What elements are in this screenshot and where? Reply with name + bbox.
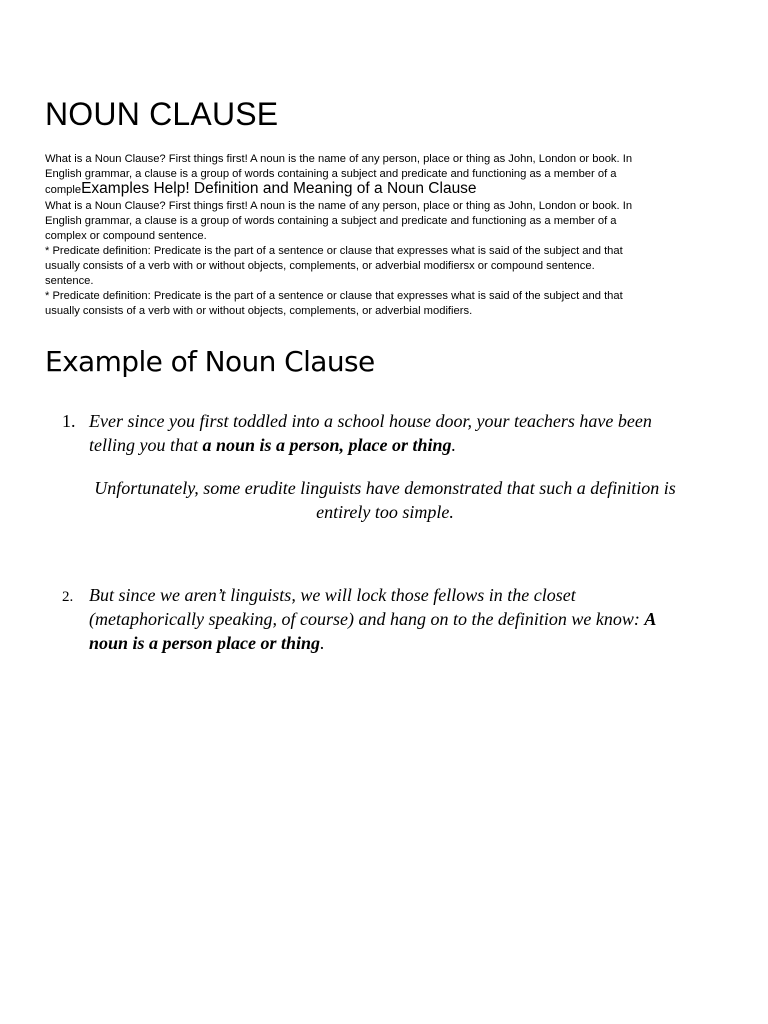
bold-phrase: A: [644, 609, 657, 629]
intro-text: [45, 152, 730, 319]
bold-phrase: a noun is a person, place or thing: [202, 435, 452, 455]
list-item-line: [89, 433, 732, 457]
list-item-text: .: [320, 633, 325, 653]
list-item-number: 1.: [62, 411, 76, 431]
intro-line: What is a Noun Clause? First things first! A noun is the name of any person, place or thing as John, London or book. In: [45, 153, 633, 165]
list-item: [62, 583, 732, 655]
intro-mixed-line: [45, 180, 730, 199]
list-item-body: [89, 583, 732, 655]
section-heading: Example of Noun Clause: [45, 345, 375, 378]
list-item-line: But since we aren’t linguists, we will lock those fellows in the closet: [89, 585, 576, 605]
intro-line: usually consists of a verb with or without objects, complements, or adverbial modifiersx or compound sentence.: [45, 260, 595, 272]
list-item-number: 2.: [62, 589, 74, 605]
list-item-text: .: [451, 435, 457, 455]
intro-line: usually consists of a verb with or without objects, complements, or adverbial modifiers.: [45, 305, 473, 317]
list-item-body: [89, 409, 732, 457]
note-line: entirely too simple.: [316, 502, 454, 522]
list-item-line: [89, 607, 732, 631]
intro-line: complex or compound sentence.: [45, 230, 207, 242]
note-line: Unfortunately, some erudite linguists have demonstrated that such a definition is: [94, 478, 676, 498]
bold-phrase: noun is a person place or thing: [89, 633, 321, 653]
list-item: [62, 409, 732, 457]
note-paragraph: [45, 476, 725, 524]
list-item-text: telling you that: [89, 435, 203, 455]
intro-mixed-large: Examples Help! Definition and Meaning of a Noun Clause: [81, 180, 477, 197]
intro-line: * Predicate definition: Predicate is the part of a sentence or clause that expresses what is said of the subject and that: [45, 290, 623, 302]
intro-mixed-small: comple: [45, 184, 82, 196]
intro-line: What is a Noun Clause? First things first! A noun is the name of any person, place or thing as John, London or book. In: [45, 200, 633, 212]
intro-line: * Predicate definition: Predicate is the part of a sentence or clause that expresses what is said of the subject and that: [45, 245, 623, 257]
intro-line: sentence.: [45, 275, 94, 287]
list-item-line: [89, 631, 732, 655]
intro-line: English grammar, a clause is a group of words containing a subject and predicate and functioning as a member of a: [45, 215, 617, 227]
page-title: NOUN CLAUSE: [45, 96, 279, 132]
list-item-text: (metaphorically speaking, of course) and hang on to the definition we know:: [89, 609, 645, 629]
list-item-line: Ever since you first toddled into a school house door, your teachers have been: [89, 411, 652, 431]
intro-line: English grammar, a clause is a group of words containing a subject and predicate and functioning as a member of a: [45, 168, 617, 180]
